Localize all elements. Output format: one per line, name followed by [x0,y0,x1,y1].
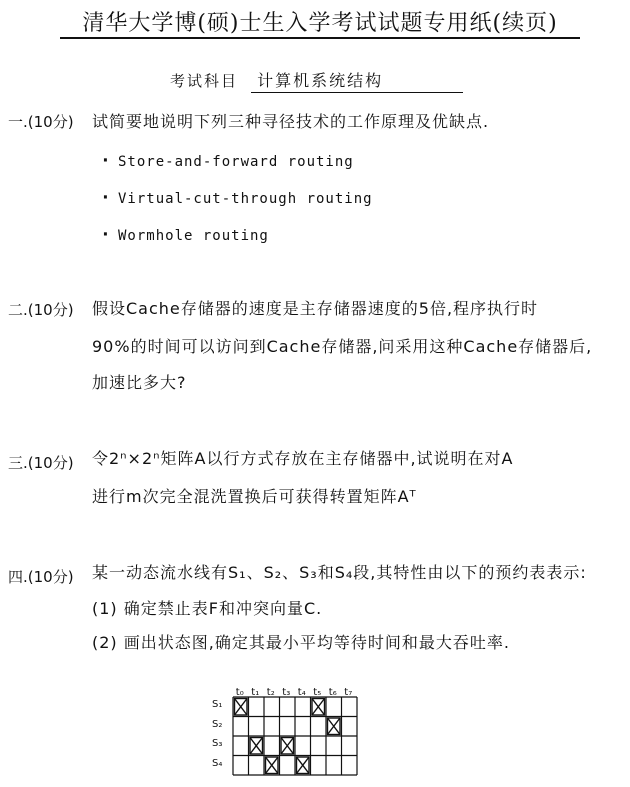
question-1-item [100,224,269,245]
reservation-mark [297,757,310,774]
question-1-item [100,150,354,171]
question-4-line: (2) 画出状态图,确定其最小平均等待时间和最大吞吐率. [92,633,510,652]
question-1-item [100,187,373,208]
title-underline [60,37,580,39]
question-1-text: 试简要地说明下列三种寻径技术的工作原理及优缺点. [92,112,490,131]
time-label: t₂ [266,687,275,698]
time-label: t₃ [282,687,291,698]
question-2-number: 二.(10分) [8,301,74,319]
question-1-item-text: Virtual-cut-through routing [118,191,373,207]
time-label: t₅ [313,687,322,698]
reservation-mark [266,757,279,774]
question-1-item-text: Wormhole routing [118,228,269,244]
time-label: t₇ [344,687,353,698]
time-label: t₄ [297,687,306,698]
question-1-item-text: Store-and-forward routing [118,154,354,170]
question-2-line: 90%的时间可以访问到Cache存储器,问采用这种Cache存储器后, [92,337,593,356]
reservation-mark [235,699,248,716]
question-4-line: (1) 确定禁止表F和冲突向量C. [92,599,323,618]
bullet-icon [100,150,118,171]
reservation-mark [312,699,325,716]
question-4-line: 某一动态流水线有S₁、S₂、S₃和S₄段,其特性由以下的预约表表示: [92,563,587,582]
subject-row [170,68,463,94]
reservation-mark [250,738,263,755]
question-3-line: 进行m次完全混洗置换后可获得转置矩阵Aᵀ [92,487,417,506]
stage-label: S₄ [212,757,223,769]
question-1-number: 一.(10分) [8,113,74,131]
time-label: t₁ [251,687,260,698]
stage-label: S₂ [212,718,223,730]
bullet-icon [100,187,118,208]
bullet-icon [100,224,118,245]
question-3-line: 令2ⁿ×2ⁿ矩阵A以行方式存放在主存储器中,试说明在对A [92,449,514,468]
question-3-number: 三.(10分) [8,454,74,472]
subject-value: 计算机系统结构 [251,68,463,93]
reservation-mark [281,738,294,755]
time-label: t₀ [235,687,244,698]
question-2-line: 假设Cache存储器的速度是主存储器速度的5倍,程序执行时 [92,299,539,318]
question-2-line: 加速比多大? [92,373,187,392]
stage-label: S₁ [212,699,223,710]
page-title: 清华大学博(硕)士生入学考试试题专用纸(续页) [82,11,558,36]
time-label: t₆ [328,687,337,698]
reservation-grid [232,696,358,776]
stage-label: S₃ [212,738,223,749]
reservation-mark [328,718,341,735]
question-4-number: 四.(10分) [8,568,74,586]
subject-label: 考试科目 [170,72,239,90]
